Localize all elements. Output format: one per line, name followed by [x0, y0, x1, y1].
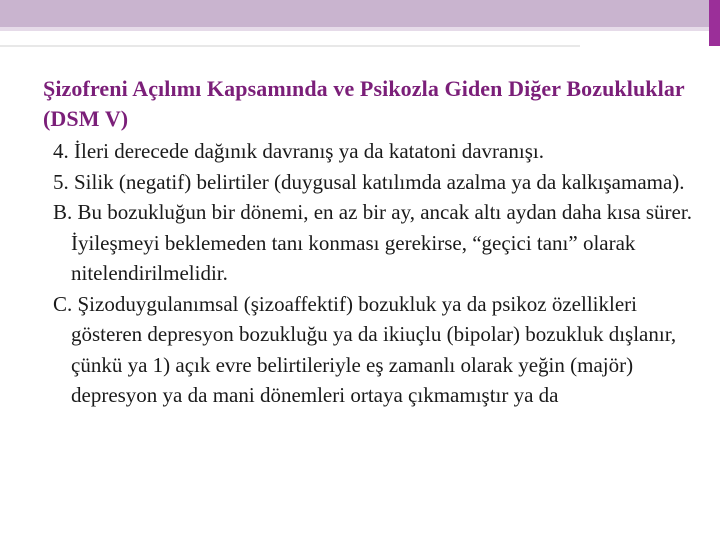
top-decorative-bar — [0, 0, 709, 27]
list-item-4: 4. İleri derecede dağınık davranış ya da katatoni davranışı. — [53, 139, 544, 163]
slide-title: Şizofreni Açılımı Kapsamında ve Psikozla Giden Diğer Bozukluklar (DSM V) — [43, 76, 685, 131]
top-rule-line — [0, 45, 580, 47]
list-item-5: 5. Silik (negatif) belirtiler (duygusal katılımda azalma ya da kalkışamama). — [53, 169, 685, 194]
top-decorative-bar-light — [0, 27, 709, 31]
slide-content — [43, 74, 693, 411]
side-accent-bar — [709, 0, 720, 46]
list-item-b: B. Bu bozukluğun bir dönemi, en az bir ay, ancak altı aydan daha kısa sürer. İyileşmeyi beklemeden tanı konması gerekirse, “geçici tanı” olarak nitelendirilmelidir. — [53, 200, 692, 285]
list-item-c: C. Şizoduygulanımsal (şizoaffektif) bozukluk ya da psikoz özellikleri gösteren depresyon bozukluğu ya da ikiuçlu (bipolar) bozukluk dışlanır, çünkü ya 1) açık evre belirtileriyle eş zamanlı olarak yeğin (majör) depresyon ya da mani dönemleri ortaya çıkmamıştır ya da — [53, 291, 677, 407]
